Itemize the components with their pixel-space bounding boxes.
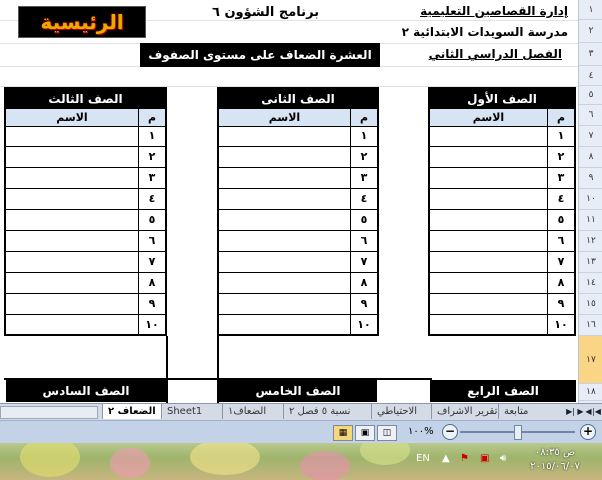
- table-row[interactable]: [219, 168, 377, 189]
- student-name-cell[interactable]: [6, 189, 139, 209]
- row-number-cell: ٤: [148, 192, 156, 205]
- row-number-cell: ١: [360, 129, 368, 142]
- table-row[interactable]: [430, 147, 574, 168]
- student-name-cell[interactable]: [430, 315, 548, 335]
- row-number-cell: ٧: [360, 255, 368, 268]
- student-name-cell[interactable]: [219, 294, 351, 314]
- row-header[interactable]: ١٦: [579, 315, 602, 336]
- show-hidden-icons-icon[interactable]: ▲: [442, 453, 450, 464]
- student-name-cell[interactable]: [219, 147, 351, 167]
- clock-date: ٢٠١٥/٠٦/٠٧: [530, 461, 580, 472]
- taskbar-clock[interactable]: [520, 446, 590, 474]
- row-headers[interactable]: [578, 0, 602, 403]
- student-name-cell[interactable]: [6, 210, 139, 230]
- student-name-cell[interactable]: [430, 126, 548, 146]
- student-name-cell[interactable]: [430, 273, 548, 293]
- student-name-cell[interactable]: [6, 294, 139, 314]
- number-column-header: م: [147, 111, 157, 124]
- tab-ratio[interactable]: نسبة ٥ فصل ٢: [283, 404, 355, 419]
- name-column-header: الاسم: [430, 109, 548, 126]
- student-name-cell[interactable]: [6, 231, 139, 251]
- student-name-cell[interactable]: [219, 126, 351, 146]
- row-number-cell: ٩: [360, 297, 368, 310]
- grade1-table: [428, 87, 576, 336]
- page-layout-icon[interactable]: ▣: [355, 425, 375, 441]
- grade1-title: الصف الأول: [430, 89, 574, 109]
- table-row[interactable]: [6, 168, 165, 189]
- row-number-cell: ٦: [148, 234, 156, 247]
- row-header[interactable]: ٨: [579, 147, 602, 168]
- table-row[interactable]: [6, 231, 165, 252]
- student-name-cell[interactable]: [430, 189, 548, 209]
- student-name-cell[interactable]: [430, 231, 548, 251]
- student-name-cell[interactable]: [430, 252, 548, 272]
- student-name-cell[interactable]: [430, 168, 548, 188]
- last-sheet-icon[interactable]: |◀: [592, 407, 601, 416]
- row-header[interactable]: ١: [579, 0, 602, 20]
- grade6-title: الصف السادس: [6, 380, 166, 402]
- tab-weak2[interactable]: الضعاف ٢: [102, 404, 161, 419]
- row-header[interactable]: ١١: [579, 210, 602, 231]
- wallpaper-flower: [110, 448, 150, 478]
- zoom-level: ١٠٠%: [408, 426, 434, 437]
- row-number-cell: ٨: [557, 276, 565, 289]
- table-row[interactable]: [6, 273, 165, 294]
- row-header[interactable]: ١٥: [579, 294, 602, 315]
- student-name-cell[interactable]: [6, 168, 139, 188]
- student-name-cell[interactable]: [430, 147, 548, 167]
- table-row[interactable]: [6, 315, 165, 336]
- table-row[interactable]: [6, 294, 165, 315]
- zoom-out-icon[interactable]: −: [442, 424, 458, 440]
- row-number-cell: ٨: [148, 276, 156, 289]
- student-name-cell[interactable]: [6, 273, 139, 293]
- zoom-in-icon[interactable]: +: [580, 424, 596, 440]
- grade2-table: [217, 87, 379, 336]
- wallpaper-flower: [360, 443, 410, 465]
- student-name-cell[interactable]: [219, 189, 351, 209]
- table-row[interactable]: [6, 126, 165, 147]
- grade2-title: الصف الثانى: [219, 89, 377, 109]
- row-number-cell: ٧: [148, 255, 156, 268]
- admin-line: إدارة القصاصين التعليمية: [420, 4, 568, 18]
- table-row[interactable]: [219, 147, 377, 168]
- student-name-cell[interactable]: [6, 126, 139, 146]
- table-row[interactable]: [430, 294, 574, 315]
- grade4-title: الصف الرابع: [430, 380, 576, 402]
- student-name-cell[interactable]: [219, 273, 351, 293]
- row-header[interactable]: ٧: [579, 126, 602, 147]
- table-row[interactable]: [430, 168, 574, 189]
- row-header[interactable]: ١٠: [579, 189, 602, 210]
- row-number-cell: ٢: [148, 150, 156, 163]
- tab-supervision-report[interactable]: تقرير الاشراف: [431, 404, 502, 419]
- number-column-header: م: [359, 111, 369, 124]
- first-sheet-icon[interactable]: ▶|: [566, 407, 575, 416]
- sheet-tab-bar: [0, 403, 602, 420]
- grid-row: [0, 66, 578, 87]
- table-row[interactable]: [430, 252, 574, 273]
- term-line: الفصل الدراسي الثاني: [428, 47, 562, 61]
- row-number-cell: ٧: [557, 255, 565, 268]
- table-row[interactable]: [430, 273, 574, 294]
- table-row[interactable]: [430, 189, 574, 210]
- row-number-cell: ٣: [148, 171, 156, 184]
- grade3-header-row: [6, 109, 165, 127]
- row-number-cell: ١: [148, 129, 156, 142]
- taskbar: [0, 443, 602, 480]
- row-number-cell: ٢: [360, 150, 368, 163]
- grade1-header-row: [430, 109, 574, 127]
- row-number-cell: ٤: [557, 192, 565, 205]
- row-number-cell: ٥: [557, 213, 565, 226]
- table-row[interactable]: [219, 126, 377, 147]
- tab-sheet1[interactable]: Sheet1: [161, 404, 207, 419]
- student-name-cell[interactable]: [6, 252, 139, 272]
- program-title: برنامج الشؤون ٦: [212, 5, 320, 20]
- student-name-cell[interactable]: [6, 315, 139, 335]
- student-name-cell[interactable]: [219, 315, 351, 335]
- next-sheet-icon[interactable]: ▶: [577, 407, 584, 416]
- row-number-cell: ١٠: [145, 318, 159, 331]
- student-name-cell[interactable]: [219, 252, 351, 272]
- row-header[interactable]: ١٨: [579, 384, 602, 401]
- report-banner: العشرة الضعاف على مستوى الصفوف: [140, 43, 380, 67]
- table-row[interactable]: [6, 147, 165, 168]
- row-header[interactable]: ١٤: [579, 273, 602, 294]
- student-name-cell[interactable]: [430, 210, 548, 230]
- table-row[interactable]: [6, 210, 165, 231]
- name-column-header: الاسم: [6, 109, 139, 126]
- student-name-cell[interactable]: [430, 294, 548, 314]
- row-number-cell: ٩: [148, 297, 156, 310]
- name-column-header: الاسم: [219, 109, 351, 126]
- status-bar: [0, 420, 602, 443]
- page-break-icon[interactable]: ◫: [377, 425, 397, 441]
- row-header[interactable]: ١٣: [579, 252, 602, 273]
- table-row[interactable]: [219, 252, 377, 273]
- row-number-cell: ٨: [360, 276, 368, 289]
- wallpaper-flower: [20, 443, 80, 477]
- student-name-cell[interactable]: [219, 168, 351, 188]
- row-number-cell: ١٠: [554, 318, 568, 331]
- row-number-cell: ٢: [557, 150, 565, 163]
- student-name-cell[interactable]: [6, 147, 139, 167]
- table-row[interactable]: [219, 315, 377, 336]
- table-row[interactable]: [430, 231, 574, 252]
- row-number-cell: ١٠: [357, 318, 371, 331]
- row-number-cell: ٥: [360, 213, 368, 226]
- divider-line: [166, 336, 168, 403]
- grade3-title: الصف الثالث: [6, 89, 165, 109]
- table-row[interactable]: [6, 189, 165, 210]
- grade2-header-row: [219, 109, 377, 127]
- row-number-cell: ٤: [360, 192, 368, 205]
- table-row[interactable]: [219, 210, 377, 231]
- row-header[interactable]: ٣: [579, 43, 602, 66]
- school-line: مدرسة السويدات الابتدائية ٢: [401, 25, 568, 39]
- network-icon[interactable]: ▣: [480, 453, 490, 464]
- row-number-cell: ٣: [360, 171, 368, 184]
- row-number-cell: ٦: [557, 234, 565, 247]
- wallpaper-flower: [300, 451, 350, 480]
- grade5-title: الصف الخامس: [219, 380, 377, 402]
- row-number-cell: ٩: [557, 297, 565, 310]
- row-header[interactable]: ٤: [579, 66, 602, 86]
- row-number-cell: ٥: [148, 213, 156, 226]
- student-name-cell[interactable]: [219, 231, 351, 251]
- language-indicator[interactable]: EN: [416, 453, 430, 464]
- table-row[interactable]: [219, 273, 377, 294]
- row-header[interactable]: ٢: [579, 20, 602, 43]
- row-header[interactable]: ٦: [579, 105, 602, 126]
- number-column-header: م: [556, 111, 566, 124]
- row-number-cell: ١: [557, 129, 565, 142]
- row-header[interactable]: ١٢: [579, 231, 602, 252]
- row-header[interactable]: ١٧: [579, 336, 602, 384]
- grade3-table: [4, 87, 167, 336]
- table-row[interactable]: [219, 294, 377, 315]
- tab-follow-up[interactable]: متابعة: [498, 404, 533, 419]
- row-number-cell: ٦: [360, 234, 368, 247]
- row-number-cell: ٣: [557, 171, 565, 184]
- student-name-cell[interactable]: [219, 210, 351, 230]
- home-button[interactable]: الرئيسية: [18, 6, 146, 38]
- table-row[interactable]: [430, 210, 574, 231]
- table-row[interactable]: [219, 189, 377, 210]
- volume-icon[interactable]: 🔊︎: [500, 453, 507, 464]
- table-row[interactable]: [219, 231, 377, 252]
- table-row[interactable]: [430, 126, 574, 147]
- tab-reserve[interactable]: الاحتياطي: [371, 404, 422, 419]
- row-header[interactable]: ٥: [579, 86, 602, 105]
- horizontal-scrollbar[interactable]: [0, 406, 98, 419]
- row-header[interactable]: ٩: [579, 168, 602, 189]
- table-row[interactable]: [6, 252, 165, 273]
- tab-weak1[interactable]: الضعاف١: [222, 404, 271, 419]
- clock-time: ص ٠٨:٣٥: [534, 447, 576, 458]
- prev-sheet-icon[interactable]: ◀: [585, 407, 592, 416]
- normal-view-icon[interactable]: ▦: [333, 425, 353, 441]
- zoom-slider-thumb[interactable]: [514, 425, 522, 440]
- wallpaper-flower: [190, 443, 260, 475]
- action-center-icon[interactable]: ⚑: [460, 453, 469, 464]
- table-row[interactable]: [430, 315, 574, 336]
